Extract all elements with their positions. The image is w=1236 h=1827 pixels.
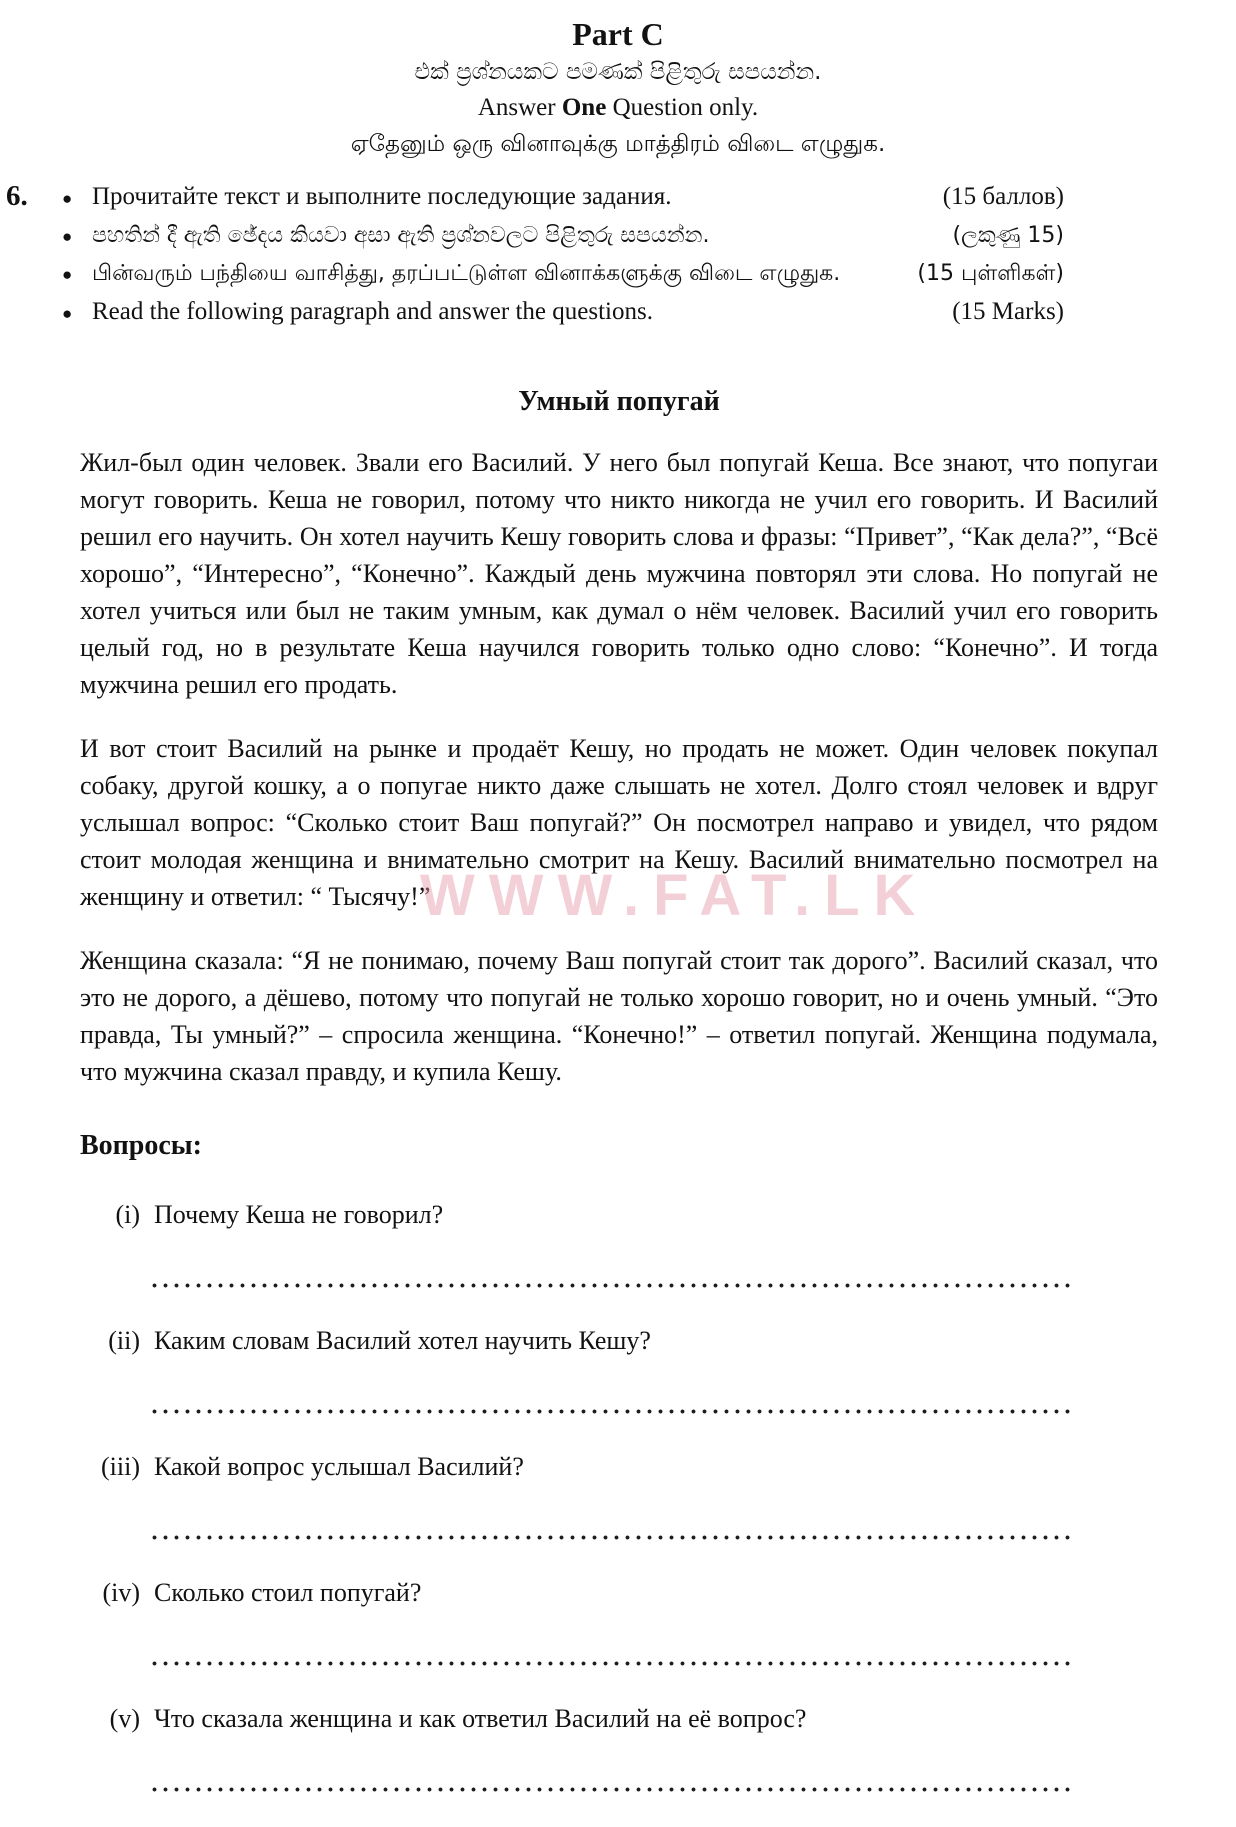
- question-item-5: [80, 1700, 1086, 1737]
- bullet-icon: ●: [62, 189, 73, 208]
- answer-line-1: [152, 1283, 1076, 1288]
- bullet-text-sinhala: පහතින් දී ඇති ඡේදය කියවා අසා ඇති ප්‍රශ්නවලට පිළිතුරු සපයන්න.: [92, 223, 710, 248]
- question-item-1: [80, 1196, 1086, 1233]
- passage-paragraph-3: Женщина сказала: “Я не понимаю, почему Ваш попугай стоит так дорого”. Василий сказал, что это не дорого, а дёшево, потому что попугай не только хорошо говорит, но и очень умный. “Это правда, Ты умный?” – спросила женщина. “Конечно!” – ответил попугай. Женщина подумала, что мужчина сказал правду, и купила Кешу.: [80, 946, 1158, 1086]
- question-text: Какой вопрос услышал Василий?: [154, 1452, 524, 1481]
- part-title: Part C: [572, 16, 664, 52]
- questions-heading: Вопросы:: [80, 1130, 202, 1161]
- question-6-bullets: [62, 178, 1236, 332]
- bullet-icon: ●: [62, 304, 73, 323]
- bullet-icon: ●: [62, 227, 73, 246]
- passage-paragraph-1: Жил-был один человек. Звали его Василий. У него был попугай Кеша. Все знают, что попугаи могут говорить. Кеша не говорил, потому что никто никогда не учил его говорить. И Василий решил его научить. Он хотел научить Кешу говорить слова и фразы: “Привет”, “Как дела?”, “Всё хорошо”, “Интересно”, “Конечно”. Каждый день мужчина повторял эти слова. Но попугай не хотел учиться или был не таким умным, как думал о нём человек. Василий учил его говорить целый год, но в результате Кеша научился говорить только одно слово: “Конечно”. И тогда мужчина решил его продать.: [80, 448, 1158, 699]
- page-header: [0, 0, 1236, 162]
- bullet-row-russian: [62, 178, 1064, 217]
- question-numeral: (iv): [102, 1578, 140, 1607]
- bullet-row-tamil: [62, 255, 1064, 293]
- instruction-sinhala: එක් ප්‍රශ්නයකට පමණක් පිළිතුරු සපයන්න.: [414, 59, 822, 85]
- question-text: Сколько стоил попугай?: [154, 1578, 422, 1607]
- marks-russian: (15 баллов): [942, 183, 1064, 210]
- instruction-tamil: ஏதேனும் ஒரு வினாவுக்கு மாத்திரம் விடை எழுதுக.: [350, 131, 886, 157]
- questions-section: [80, 1130, 1086, 1792]
- question-item-2: [80, 1322, 1086, 1359]
- bullet-text-english: Read the following paragraph and answer the questions.: [92, 298, 653, 325]
- bullet-row-sinhala: [62, 217, 1064, 255]
- passage-paragraph-2: И вот стоит Василий на рынке и продаёт Кешу, но продать не может. Один человек покупал собаку, другой кошку, а о попугае никто даже слышать не хотел. Долго стоял человек и вдруг услышал вопрос: “Сколько стоит Ваш попугай?” Он посмотрел направо и увидел, что рядом стоит молодая женщина и внимательно смотрит на Кешу. Василий внимательно посмотрел на женщину и ответил: “ Тысячу!”: [80, 734, 1158, 911]
- passage-title: Умный попугай: [518, 386, 720, 417]
- question-numeral: (v): [109, 1704, 140, 1733]
- question-item-4: [80, 1574, 1086, 1611]
- marks-tamil: (15 புள்ளிகள்): [917, 261, 1064, 286]
- question-numeral: (i): [115, 1200, 140, 1229]
- answer-line-5: [152, 1787, 1076, 1792]
- question-number: 6.: [6, 180, 28, 212]
- instruction-english: [0, 90, 1236, 126]
- question-text: Почему Кеша не говорил?: [154, 1200, 444, 1229]
- bullet-row-english: [62, 293, 1064, 332]
- question-6-block: [0, 178, 1236, 332]
- reading-passage: [80, 386, 1158, 1090]
- marks-english: (15 Marks): [952, 298, 1064, 325]
- bullet-text-tamil: பின்வரும் பந்தியை வாசித்து, தரப்பட்டுள்ள வினாக்களுக்கு விடை எழுதுக.: [92, 261, 841, 286]
- instruction-english-bold: One: [561, 94, 607, 121]
- question-text: Что сказала женщина и как ответил Василий на её вопрос?: [154, 1704, 807, 1733]
- question-numeral: (ii): [108, 1326, 140, 1355]
- bullet-icon: ●: [62, 265, 73, 284]
- bullet-text-russian: Прочитайте текст и выполните последующие задания.: [92, 183, 672, 210]
- instruction-english-prefix: Answer: [477, 94, 562, 121]
- question-numeral: (iii): [101, 1452, 140, 1481]
- answer-line-4: [152, 1661, 1076, 1666]
- question-text: Каким словам Василий хотел научить Кешу?: [154, 1326, 651, 1355]
- question-item-3: [80, 1448, 1086, 1485]
- marks-sinhala: (ලකුණු 15): [952, 223, 1064, 248]
- answer-line-2: [152, 1409, 1076, 1414]
- instruction-english-suffix: Question only.: [606, 94, 759, 121]
- answer-line-3: [152, 1535, 1076, 1540]
- site-watermark: WWW.FAT.LK: [420, 863, 930, 928]
